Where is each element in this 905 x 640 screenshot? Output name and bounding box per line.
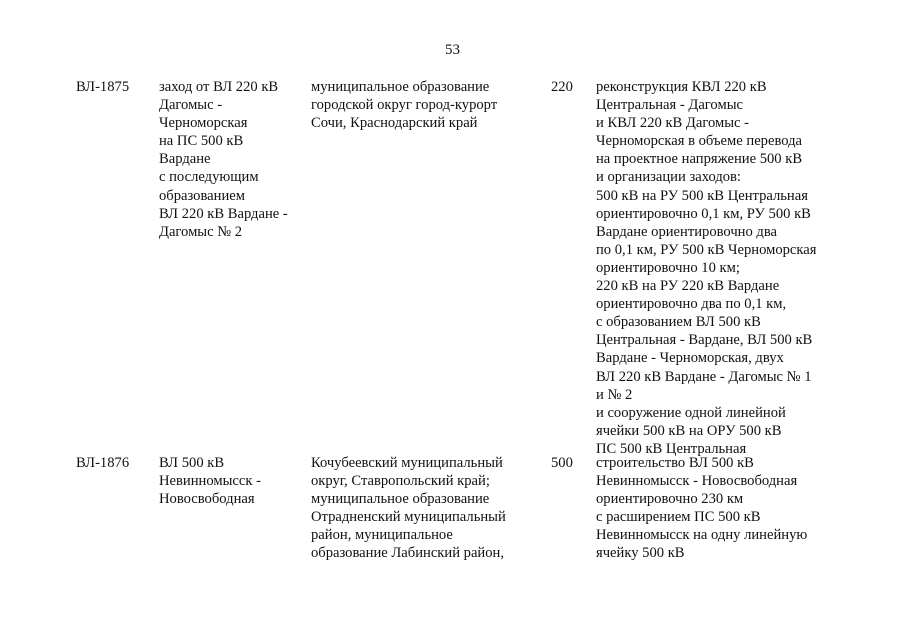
object-code: ВЛ-1876 [76,455,130,471]
voltage: 500 [551,455,573,471]
work-description: строительство ВЛ 500 кВ Невинномысск - Новосвободная ориентировочно 230 км с расширением ПС 500 кВ Невинномысск на одну линейную ячейку 500 кВ [596,455,808,562]
voltage: 220 [551,79,573,95]
location: муниципальное образование городской округ город-курорт Сочи, Краснодарский край [311,79,498,132]
object-name: ВЛ 500 кВ Невинномысск - Новосвободная [159,455,261,508]
object-name: заход от ВЛ 220 кВ Дагомыс - Черноморская на ПС 500 кВ Вардане с последующим образованием ВЛ 220 кВ Вардане - Дагомыс № 2 [159,79,288,240]
location: Кочубеевский муниципальный округ, Ставропольский край; муниципальное образование Отрадненский муниципальный район, муниципальное образование Лабинский район, [311,455,506,562]
work-description: реконструкция КВЛ 220 кВ Центральная - Дагомыс и КВЛ 220 кВ Дагомыс - Черноморская в объеме перевода на проектное напряжение 500 кВ и организации заходов: 500 кВ на РУ 500 кВ Центральная ориентировочно 0,1 км, РУ 500 кВ Вардане ориентировочно два по 0,1 км, РУ 500 кВ Черноморская ориентировочно 10 км; 220 кВ на РУ 220 кВ Вардане ориентировочно два по 0,1 км, с образованием ВЛ 500 кВ Центральная - Вардане, ВЛ 500 кВ Вардане - Черноморская, двух ВЛ 220 кВ Вардане - Дагомыс № 1 и № 2 и сооружение одной линейной ячейки 500 кВ на ОРУ 500 кВ ПС 500 кВ Центральная [596,79,817,457]
object-code: ВЛ-1875 [76,79,130,95]
page-number: 53 [445,42,460,58]
